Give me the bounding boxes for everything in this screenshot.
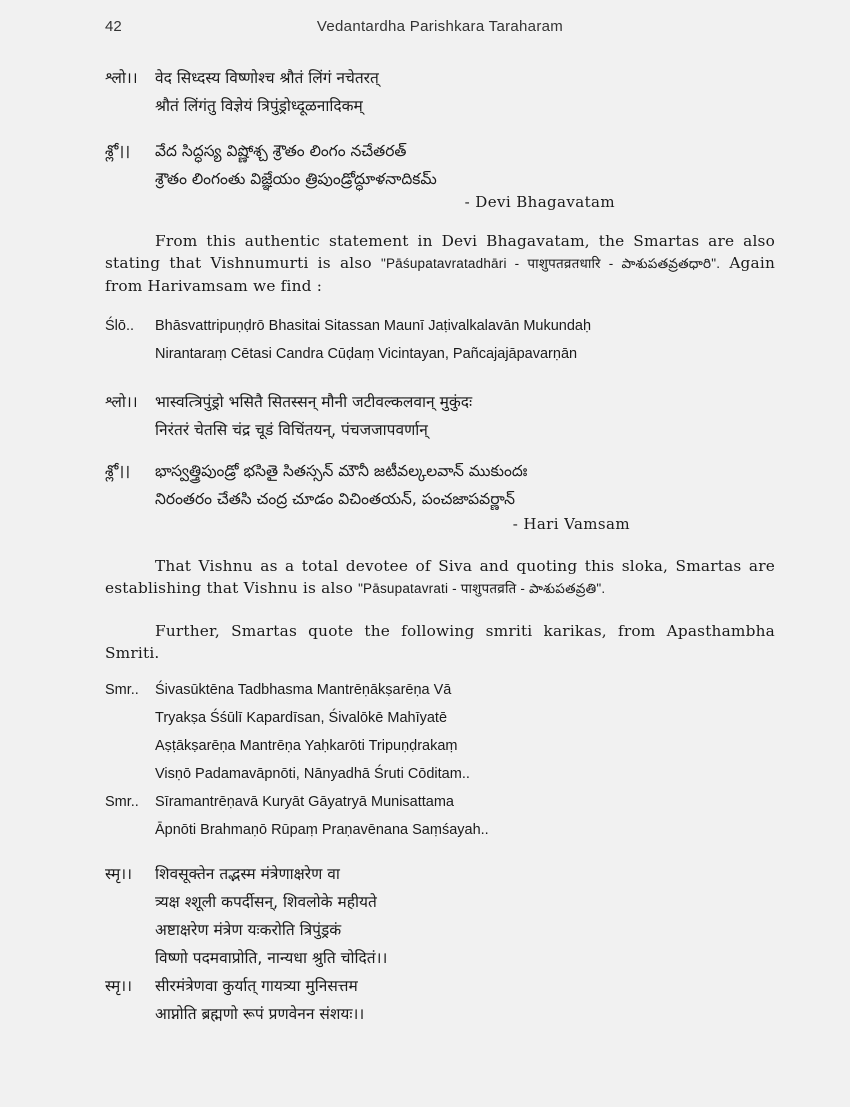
- paragraph-text: That Vishnu as a total devotee of Siva and quoting this sloka, Smartas are establishing that Vishnu is also: [105, 557, 775, 597]
- sloka-marker: श्लो।।: [105, 393, 138, 411]
- smriti-line: Aṣṭākṣarēṇa Mantrēṇa Yaḥkarōti Tripuṇḍrakaṃ: [155, 738, 458, 754]
- body-paragraph: [105, 555, 775, 600]
- smriti-line: Sīramantrēṇavā Kuryāt Gāyatryā Munisattama: [155, 794, 454, 810]
- sloka-line: భాస్వత్త్రిపుండ్రో భసితై సితస్సన్ మౌనీ జటీవల్కలవాన్ ముకుందః: [155, 462, 528, 480]
- page-number: 42: [105, 18, 122, 35]
- sloka-line: వేద సిద్ధస్య విష్ణోశ్చ శ్రౌతం లింగం నచేతరత్: [155, 142, 407, 160]
- running-title: Vedantardha Parishkara Taraharam: [316, 18, 564, 35]
- sloka-line: శ్రౌతం లింగంతు విజ్ఞేయం త్రిపుండ్రోద్ధూళనాదికమ్: [155, 170, 437, 188]
- page-header: [105, 18, 775, 38]
- inline-quote: "Pāśupatavratadhāri - पाशुपतव्रतधारि - పాశుపతవ్రతధారి".: [380, 256, 721, 271]
- smriti-marker: Smr..: [105, 682, 139, 698]
- sloka-telugu-2: [105, 462, 785, 518]
- smriti-roman: [105, 682, 785, 850]
- smriti-line: Visṇō Padamavāpnōti, Nānyadhā Śruti Cōditam..: [155, 766, 470, 782]
- sloka-line: Nirantaraṃ Cētasi Candra Cūḍaṃ Vicintayan, Pañcajajāpavarṇān: [155, 346, 578, 362]
- smriti-line: त्र्यक्ष श्शूली कपर्दीसन्, शिवलोके महीयते: [155, 893, 377, 911]
- sloka-devanagari-2: [105, 390, 785, 446]
- smriti-line: Āpnōti Brahmaṇō Rūpaṃ Praṇavēnana Saṃśayah..: [155, 822, 489, 838]
- sloka-devanagari-1: [105, 66, 785, 122]
- inline-quote: "Pāsupatavrati - पाशुपतव्रति - పాశుపతవ్రతి".: [358, 581, 606, 596]
- smriti-marker: स्मृ।।: [105, 865, 133, 883]
- sloka-line: भास्वत्त्रिपुंड्रो भसितै सितस्सन् मौनी जटीवल्कलवान् मुकुंदः: [155, 393, 473, 411]
- sloka-line: श्रौतं लिंगंतु विज्ञेयं त्रिपुंड्रोध्दूळनादिकम्: [155, 97, 363, 115]
- smriti-line: विष्णो पदमवाप्रोति, नान्यधा श्रुति चोदितं।।: [155, 949, 388, 967]
- sloka-roman-2: [105, 318, 785, 374]
- smriti-line: Tryakṣa Śśūlī Kapardīsan, Śivalōkē Mahīyatē: [155, 710, 448, 726]
- smriti-devanagari: [105, 862, 785, 1030]
- source-attribution: - Hari Vamsam: [512, 515, 630, 533]
- source-attribution: - Devi Bhagavatam: [464, 193, 615, 211]
- smriti-line: अष्टाक्षरेण मंत्रेण यःकरोति त्रिपुंड्रकं: [155, 921, 342, 939]
- smriti-marker: Smr..: [105, 794, 139, 810]
- sloka-line: నిరంతరం చేతసి చంద్ర చూడం విచింతయన్, పంచజాపవర్ణాన్: [155, 490, 516, 508]
- sloka-line: वेद सिध्दस्य विष्णोश्च श्रौतं लिंगं नचेतरत्: [155, 69, 379, 87]
- paragraph-text: Further, Smartas quote the following smriti karikas, from Apasthambha Smriti.: [105, 622, 775, 662]
- paragraph-text: Again from Harivamsam we find :: [105, 254, 776, 295]
- smriti-line: Śivasūktēna Tadbhasma Mantrēṇākṣarēṇa Vā: [155, 682, 452, 698]
- sloka-line: निरंतरं चेतसि चंद्र चूडं विचिंतयन्, पंचजजापवर्णान्: [155, 421, 428, 439]
- smriti-line: आप्नोति ब्रह्मणो रूपं प्रणवेनन संशयः।।: [155, 1005, 365, 1023]
- smriti-marker: स्मृ।।: [105, 977, 133, 995]
- smriti-line: सीरमंत्रेणवा कुर्यात् गायत्र्या मुनिसत्तम: [155, 977, 358, 995]
- sloka-marker: శ్లో।।: [105, 462, 131, 480]
- body-paragraph: [105, 620, 775, 664]
- paragraph-text: From this authentic statement in Devi Bhagavatam, the Smartas are also stating that Vishnumurti is also: [105, 232, 775, 272]
- sloka-marker: Ślō..: [105, 318, 135, 334]
- sloka-line: Bhāsvattripuṇḍrō Bhasitai Sitassan Maunī Jaṭivalkalavān Mukundaḥ: [155, 318, 592, 334]
- sloka-telugu-1: [105, 142, 785, 198]
- sloka-marker: श्लो।।: [105, 69, 138, 87]
- body-paragraph: [105, 230, 775, 297]
- smriti-line: शिवसूक्तेन तद्भस्म मंत्रेणाक्षरेण वा: [155, 865, 340, 883]
- sloka-marker: శ్లో।।: [105, 142, 131, 160]
